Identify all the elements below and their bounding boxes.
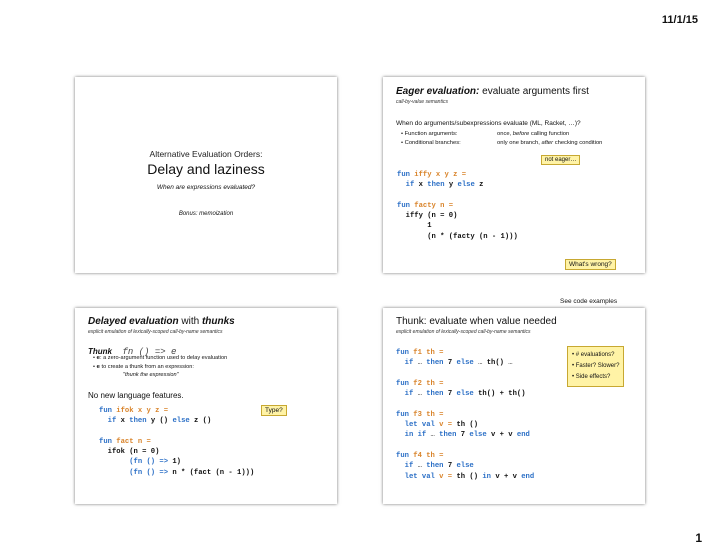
slide-title: Thunk: evaluate when value needed: [396, 316, 557, 327]
slide-delay-and-laziness: [75, 77, 337, 273]
thunk-bullet-2: • e to create a thunk from an expression:: [93, 363, 194, 370]
bullet-function-arguments: • Function arguments: once, before calling function: [401, 131, 570, 137]
callout-whats-wrong: What's wrong?: [565, 259, 616, 270]
bullet-label: • Function arguments:: [401, 131, 458, 137]
slide-question: When are expressions evaluated?: [156, 184, 256, 191]
code-block-iffy-facty: fun iffy x y z = if x then y else z fun facty n = iffy (n = 0) 1 (n * (facty (n - 1))): [397, 171, 518, 241]
page-date: 11/1/15: [661, 14, 698, 26]
thunk-label: Thunk: [88, 347, 112, 356]
slide-delayed-evaluation-thunks: [75, 308, 337, 504]
slide-question: When do arguments/subexpressions evaluate (ML, Racket, …)?: [396, 120, 581, 127]
slide-subtitle: Alternative Evaluation Orders:: [149, 149, 263, 159]
thunk-quote: "thunk the expression": [123, 372, 179, 378]
callout-item: • Faster? Slower?: [572, 363, 620, 369]
page-number: 1: [695, 531, 702, 545]
slide-eager-evaluation: [383, 77, 645, 273]
slide-title: Delayed evaluation with thunks: [88, 316, 235, 327]
code-block-ifok-fact: fun ifok x y z = if x then y () else z () fun fact n = ifok (n = 0) (fn () => 1) (fn () => n * (fact (n - 1))): [99, 407, 255, 477]
title-emphasis: Eager evaluation:: [396, 86, 480, 97]
title-rest: evaluate arguments first: [479, 86, 589, 97]
thunk-code: fn () => e: [122, 347, 177, 357]
no-new-features: No new language features.: [88, 391, 184, 400]
code-block-f1-f4: fun f1 th = if … then 7 else … th() … fun f2 th = if … then 7 else th() + th() fun f3 th = let val v = th () in if … then 7 else v + v end fun f4 th = if … then 7 else let val v = th () in v + v end: [396, 349, 535, 481]
callout-questions: [567, 346, 624, 387]
slide-subtitle: explicit emulation of lexically-scoped call-by-name semantics: [396, 329, 531, 335]
bullet-conditional-branches: • Conditional branches: only one branch, after checking condition: [401, 140, 603, 146]
slide-bonus: Bonus: memoization: [178, 211, 234, 217]
slide-subtitle: explicit emulation of lexically-scoped call-by-name semantics: [88, 329, 223, 335]
callout-item: • # evaluations?: [572, 352, 615, 358]
slide-title: Delay and laziness: [147, 161, 265, 177]
thunk-bullet-1: • e: a zero-argument function used to delay evaluation: [93, 354, 228, 361]
callout-item: • Side effects?: [572, 374, 611, 380]
slide-subtitle: call-by-value semantics: [396, 99, 448, 105]
callout-type: Type?: [261, 405, 287, 416]
slide-thunk-evaluate-when-needed: [383, 308, 645, 504]
bullet-label: • Conditional branches:: [401, 140, 461, 146]
callout-not-eager: not eager…: [541, 155, 580, 165]
slide-title: [396, 86, 589, 97]
see-code-examples: See code examples: [560, 298, 618, 305]
